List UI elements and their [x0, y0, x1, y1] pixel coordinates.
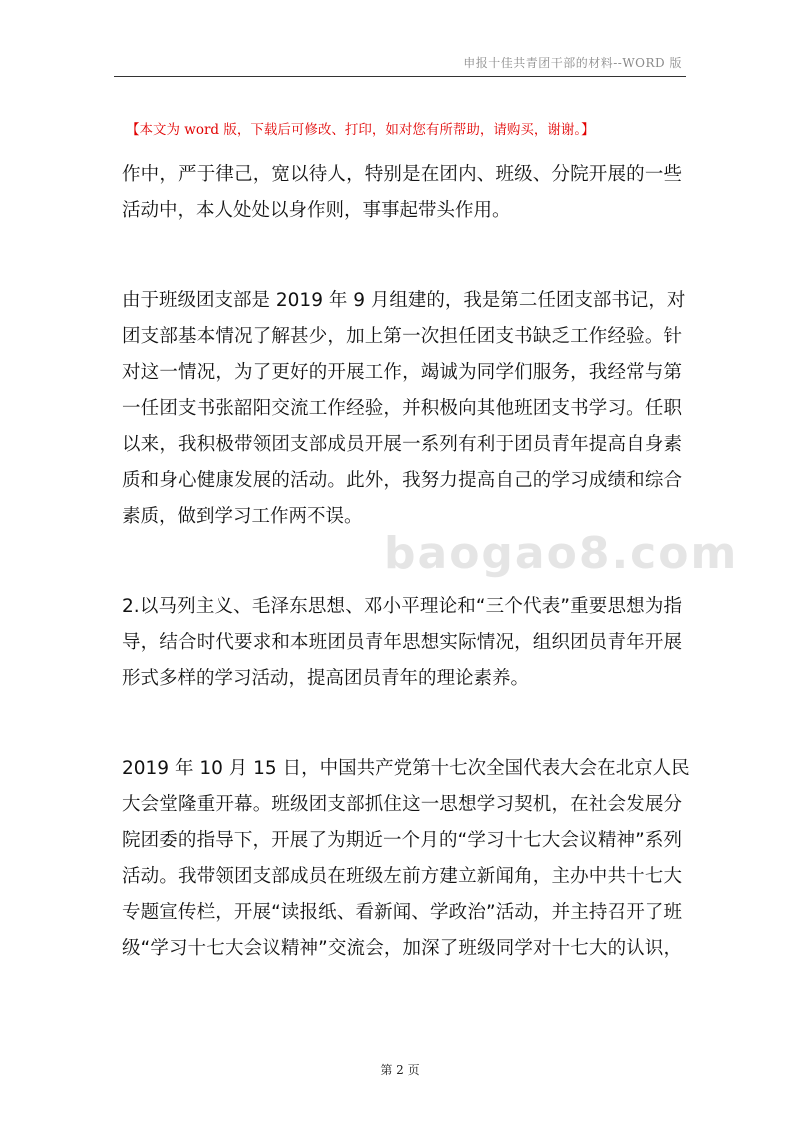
- header-divider: [114, 76, 686, 77]
- text-line: 一任团支书张韶阳交流工作经验，并积极向其他班团支书学习。任职: [122, 398, 682, 419]
- text-line: 由于班级团支部是 2019 年 9 月组建的，我是第二任团支部书记，对: [122, 290, 686, 311]
- text-line: 以来，我积极带领团支部成员开展一系列有利于团员青年提高自身素: [122, 434, 682, 455]
- page-number: 第 2 页: [380, 1063, 420, 1077]
- text-line: 活动。我带领团支部成员在班级左前方建立新闻角，主办中共十七大: [122, 866, 682, 887]
- text-line: 2019 年 10 月 15 日，中国共产党第十七次全国代表大会在北京人民: [122, 758, 690, 779]
- watermark: baogao8.com: [384, 528, 739, 579]
- paragraph: [122, 751, 690, 967]
- paragraph: [122, 589, 682, 697]
- text-line: 级“学习十七大会议精神”交流会，加深了班级同学对十七大的认识，: [122, 938, 682, 959]
- text-line: 对这一情况，为了更好的开展工作，竭诚为同学们服务，我经常与第: [122, 362, 682, 383]
- page-header-title: 申报十佳共青团干部的材料--WORD 版: [463, 56, 682, 70]
- text-line: 质和身心健康发展的活动。此外，我努力提高自己的学习成绩和综合: [122, 470, 682, 491]
- text-line: 大会堂隆重开幕。班级团支部抓住这一思想学习契机，在社会发展分: [122, 794, 682, 815]
- text-line: 专题宣传栏，开展“读报纸、看新闻、学政治”活动，并主持召开了班: [122, 902, 682, 923]
- text-line: 素质，做到学习工作两不误。: [122, 506, 363, 527]
- text-line: 团支部基本情况了解甚少，加上第一次担任团支书缺乏工作经验。针: [122, 326, 682, 347]
- paragraph: [122, 283, 686, 535]
- purchase-notice: 【本文为 word 版，下载后可修改、打印，如对您有所帮助，请购买，谢谢。】: [126, 122, 595, 138]
- paragraph: [122, 157, 682, 229]
- text-line: 2.以马列主义、毛泽东思想、邓小平理论和“三个代表”重要思想为指: [122, 596, 682, 617]
- text-line: 作中，严于律己，宽以待人，特别是在团内、班级、分院开展的一些: [122, 164, 682, 185]
- text-line: 活动中，本人处处以身作则，事事起带头作用。: [122, 200, 511, 221]
- text-line: 导，结合时代要求和本班团员青年思想实际情况，组织团员青年开展: [122, 632, 682, 653]
- document-body: [122, 157, 690, 967]
- text-line: 院团委的指导下，开展了为期近一个月的“学习十七大会议精神”系列: [122, 830, 682, 851]
- text-line: 形式多样的学习活动，提高团员青年的理论素养。: [122, 668, 530, 689]
